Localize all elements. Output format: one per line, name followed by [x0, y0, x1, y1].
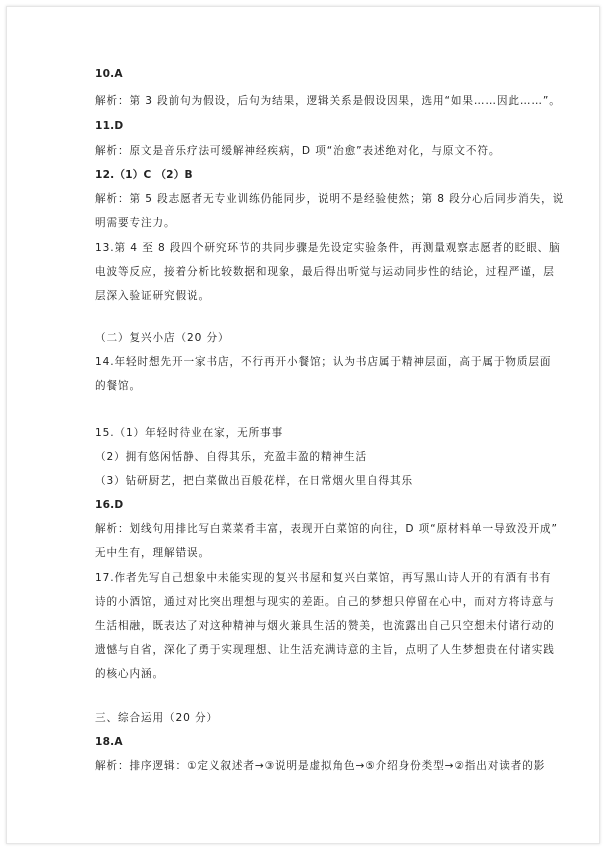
explanation-10: 解析：第 3 段前句为假设，后句为结果，逻辑关系是假设因果，选用“如果……因此……”。 — [95, 95, 561, 107]
document-page — [6, 6, 600, 844]
answer-12: 12.（1）C （2）B — [95, 169, 193, 181]
answer-15-part1: 15.（1）年轻时待业在家，无所事事 — [95, 427, 284, 439]
explanation-12-line2: 明需要专注力。 — [95, 217, 176, 229]
explanation-16-line2: 无中生有，理解错误。 — [95, 547, 210, 559]
answer-13-line1: 13.第 4 至 8 段四个研究环节的共同步骤是先设定实验条件，再测量观察志愿者的眨眼、脑 — [95, 242, 561, 254]
explanation-11: 解析：原文是音乐疗法可缓解神经疾病，D 项“治愈”表述绝对化，与原文不符。 — [95, 145, 501, 157]
explanation-12-line1: 解析：第 5 段志愿者无专业训练仍能同步，说明不是经验使然；第 8 段分心后同步消失，说 — [95, 193, 565, 205]
explanation-16-line1: 解析：划线句用排比写白菜菜肴丰富，表现开白菜馆的向往，D 项“原材料单一导致没开成” — [95, 523, 558, 535]
answer-10: 10.A — [95, 68, 123, 80]
answer-13-line2: 电波等反应，接着分析比较数据和现象，最后得出听觉与运动同步性的结论，过程严谨，层 — [95, 266, 555, 278]
answer-15-part3: （3）钻研厨艺，把白菜做出百般花样，在日常烟火里自得其乐 — [95, 475, 413, 487]
answer-16: 16.D — [95, 499, 124, 511]
explanation-18: 解析：排序逻辑：①定义叙述者→③说明是虚拟角色→⑤介绍身份类型→②指出对读者的影 — [95, 760, 546, 772]
answer-14-line1: 14.年轻时想先开一家书店，不行再开小餐馆；认为书店属于精神层面，高于属于物质层面 — [95, 356, 552, 368]
section-heading-3: 三、综合运用（20 分） — [95, 712, 218, 724]
answer-11: 11.D — [95, 120, 124, 132]
section-heading-2: （二）复兴小店（20 分） — [95, 332, 230, 344]
answer-17-line3: 生活相融，既表达了对这种精神与烟火兼具生活的赞美，也流露出自己只空想未付诸行动的 — [95, 620, 555, 632]
answer-18: 18.A — [95, 736, 123, 748]
answer-13-line3: 层深入验证研究假说。 — [95, 290, 210, 302]
answer-17-line5: 的核心内涵。 — [95, 668, 164, 680]
answer-14-line2: 的餐馆。 — [95, 380, 141, 392]
answer-17-line1: 17.作者先写自己想象中未能实现的复兴书屋和复兴白菜馆，再写黑山诗人开的有酒有书有 — [95, 572, 552, 584]
answer-17-line4: 遗憾与自省，深化了勇于实现理想、让生活充满诗意的主旨，点明了人生梦想贵在付诸实践 — [95, 644, 555, 656]
answer-17-line2: 诗的小酒馆，通过对比突出理想与现实的差距。自己的梦想只停留在心中，而对方将诗意与 — [95, 596, 555, 608]
answer-15-part2: （2）拥有悠闲恬静、自得其乐，充盈丰盈的精神生活 — [95, 451, 367, 463]
